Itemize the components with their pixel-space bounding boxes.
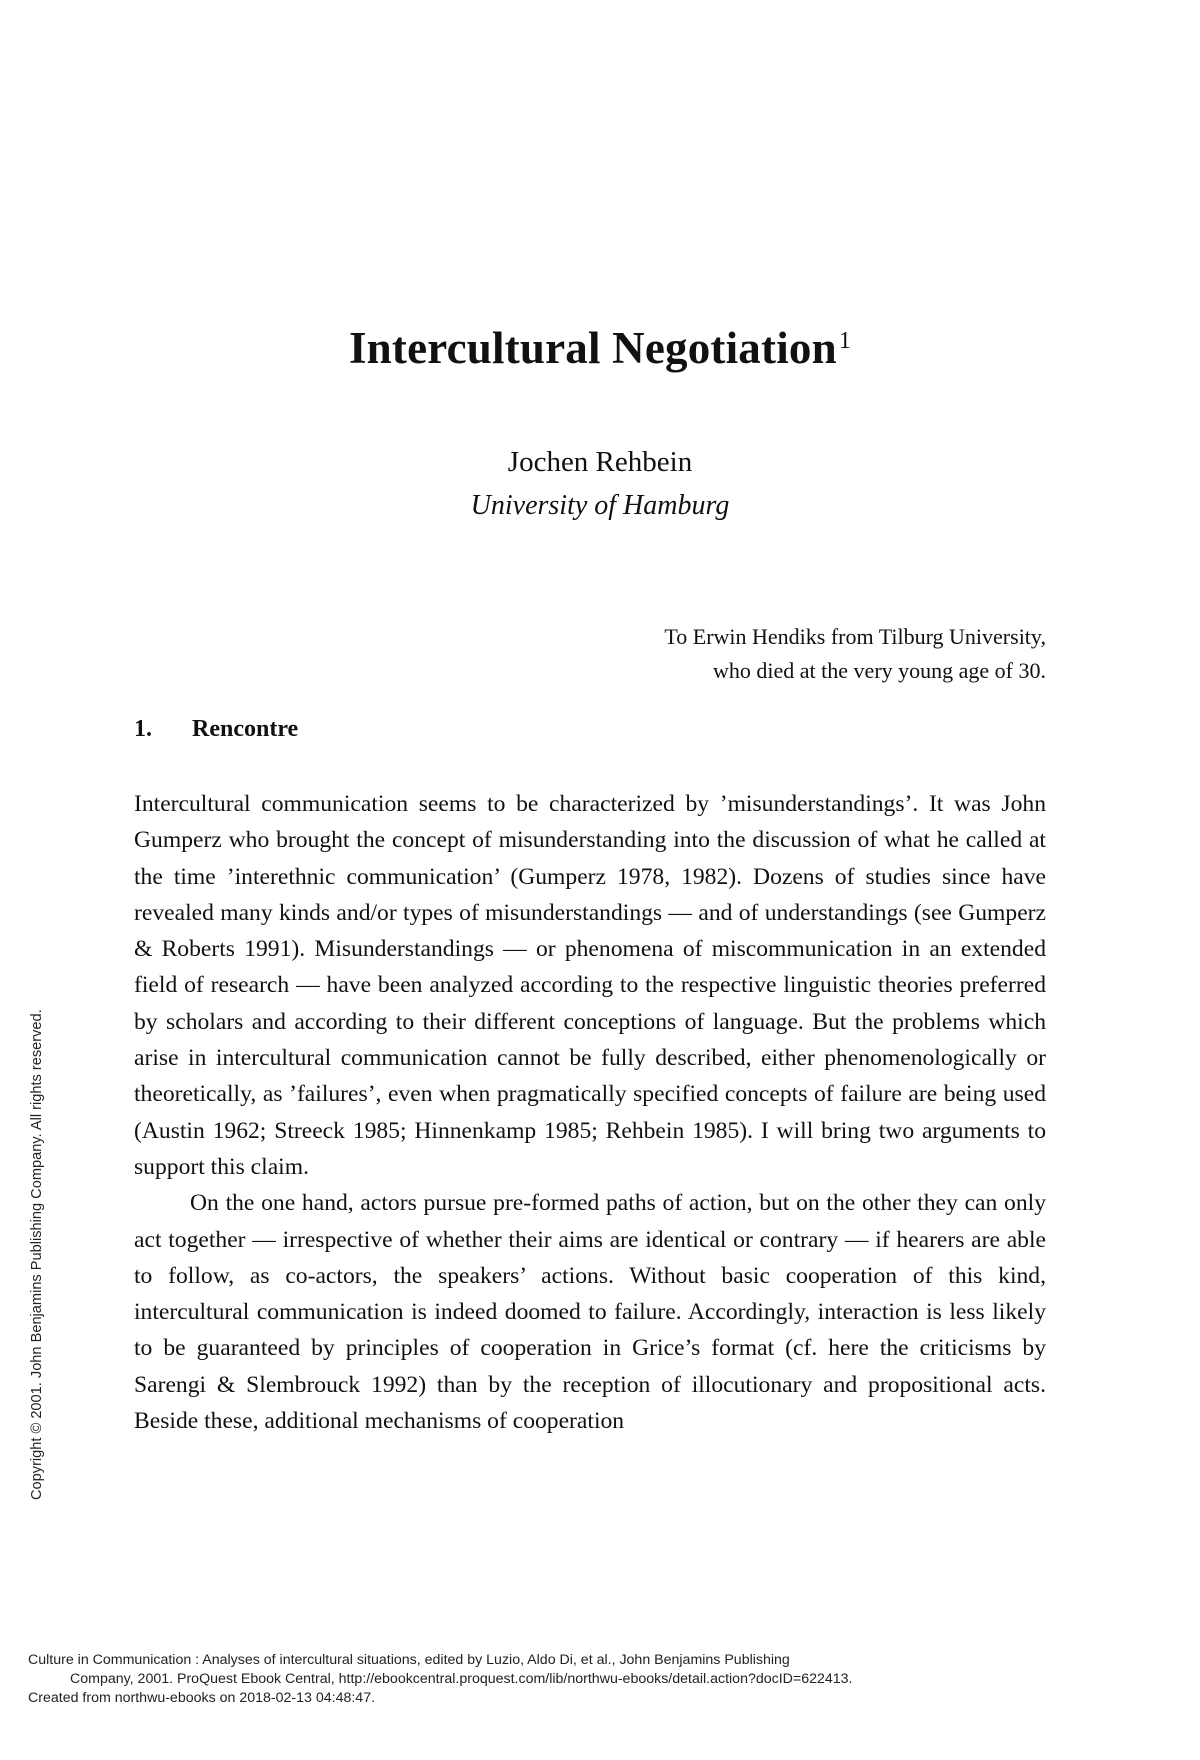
article-title: [0, 322, 1200, 374]
dedication-line: To Erwin Hendiks from Tilburg University,: [664, 624, 1046, 649]
footnote-marker[interactable]: 1: [838, 328, 852, 354]
section-heading: [134, 716, 298, 743]
author-name: Jochen Rehbein: [507, 446, 693, 478]
section-title: Rencontre: [192, 716, 299, 742]
body-text: [134, 786, 1046, 1439]
section-number: 1.: [134, 716, 152, 742]
copyright-notice: Copyright © 2001. John Benjamins Publishing Company. All rights reserved.: [29, 1009, 45, 1500]
footer-line: Culture in Communication : Analyses of intercultural situations, edited by Luzio, Aldo Di, et al., John Benjamins Publishing: [28, 1652, 790, 1668]
author-affiliation: University of Hamburg: [470, 490, 730, 521]
article-title-text: Intercultural Negotiation: [348, 323, 837, 373]
paragraph: On the one hand, actors pursue pre-formed paths of action, but on the other they can only act together — irrespective of whether their aims are identical or contrary — if hearers are able to follow, as co-actors, the speakers’ actions. Without basic cooperation of this kind, intercultural communication is indeed doomed to failure. Accordingly, interaction is less likely to be guaranteed by principles of cooperation in Grice’s format (cf. here the criticisms by Sarengi & Slembrouck 1992) than by the reception of illocutionary and propositional acts. Beside these, additional mechanisms of cooperation: [134, 1190, 1046, 1435]
paragraph: Intercultural communication seems to be characterized by ’misunderstandings’. It was John Gumperz who brought the concept of misunderstanding into the discussion of what he called at the time ’interethnic communication’ (Gumperz 1978, 1982). Dozens of studies since have revealed many kinds and/or types of misunderstandings — and of understandings (see Gumperz & Roberts 1991). Misunderstandings — or phenomena of miscommunication in an extended field of research — have been analyzed according to the respective linguistic theories preferred by scholars and according to their different conceptions of language. But the problems which arise in intercultural communication cannot be fully described, either phenomenologically or theoretically, as ’failures’, even when pragmatically specified concepts of failure are being used (Austin 1962; Streeck 1985; Hinnenkamp 1985; Rehbein 1985). I will bring two arguments to support this claim.: [134, 791, 1046, 1180]
footer-line: Created from northwu-ebooks on 2018-02-13 04:48:47.: [28, 1690, 376, 1706]
footer-line: Company, 2001. ProQuest Ebook Central, http://ebookcentral.proquest.com/lib/northwu-ebooks/detail.action?docID=622413.: [70, 1671, 853, 1687]
dedication-line: who died at the very young age of 30.: [713, 658, 1046, 683]
dedication: [446, 620, 1046, 688]
citation-footer: [28, 1651, 1178, 1708]
